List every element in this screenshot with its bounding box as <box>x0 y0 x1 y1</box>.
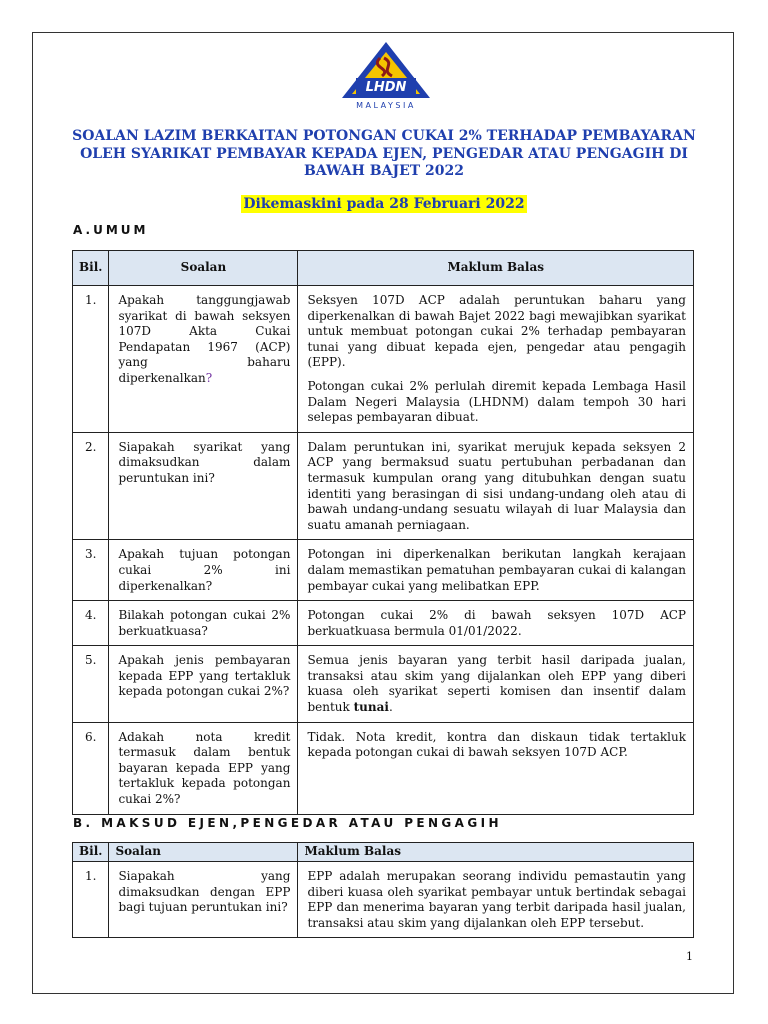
updated-date: Dikemaskini pada 28 Februari 2022 <box>243 196 525 212</box>
lhdn-logo <box>340 40 432 110</box>
row-answer: Tidak. Nota kredit, kontra dan diskaun tidak tertakluk kepada potongan cukai di bawah seksyen 107D ACP. <box>298 722 694 814</box>
document-title: SOALAN LAZIM BERKAITAN POTONGAN CUKAI 2% TERHADAP PEMBAYARAN OLEH SYARIKAT PEMBAYAR KEPADA EJEN, PENGEDAR ATAU PENGAGIH DI BAWAH BAJET 2022 <box>72 128 696 179</box>
row-num: 3. <box>73 540 109 601</box>
table-header-row <box>73 843 694 862</box>
row-answer: Semua jenis bayaran yang terbit hasil daripada jualan, transaksi atau skim yang dijalankan oleh EPP yang diberi kuasa oleh syarikat seperti komisen dan insentif dalam bentuk tunai. <box>298 646 694 722</box>
header-num: Bil. <box>73 843 109 862</box>
faq-table-definition <box>72 842 694 938</box>
row-num: 6. <box>73 722 109 814</box>
logo-text: LHDN <box>365 80 407 95</box>
row-num: 4. <box>73 601 109 646</box>
row-num: 1. <box>73 286 109 433</box>
row-num: 2. <box>73 432 109 540</box>
table-row <box>73 646 694 722</box>
header-answer: Maklum Balas <box>298 251 694 286</box>
row-question: Siapakah syarikat yang dimaksudkan dalam peruntukan ini? <box>109 432 298 540</box>
row-num: 5. <box>73 646 109 722</box>
table-header-row <box>73 251 694 286</box>
page-number: 1 <box>686 950 693 963</box>
row-answer: EPP adalah merupakan seorang individu pemastautin yang diberi kuasa oleh syarikat pembayar untuk bertindak sebagai EPP dan menerima bayaran yang terbit daripada hasil jualan, transaksi atau skim yang dijalankan oleh EPP tersebut. <box>298 862 694 938</box>
row-answer: Seksyen 107D ACP adalah peruntukan baharu yang diperkenalkan di bawah Bajet 2022 bagi mewajibkan syarikat untuk membuat potongan cukai 2% terhadap pembayaran tunai yang dibuat kepada ejen, pengedar atau pengagih (EPP). Potongan cukai 2% perlulah diremit kepada Lembaga Hasil Dalam Negeri Malaysia (LHDNM) dalam tempoh 30 hari selepas pembayaran dibuat. <box>298 286 694 433</box>
row-question: Apakah tujuan potongan cukai 2% ini diperkenalkan? <box>109 540 298 601</box>
section-b-heading: B. MAKSUD EJEN,PENGEDAR ATAU PENGAGIH <box>73 816 502 830</box>
logo-subtext: MALAYSIA <box>356 101 416 110</box>
header-answer: Maklum Balas <box>298 843 694 862</box>
row-question: Adakah nota kredit termasuk dalam bentuk bayaran kepada EPP yang tertakluk kepada potongan cukai 2%? <box>109 722 298 814</box>
row-answer: Potongan cukai 2% di bawah seksyen 107D ACP berkuatkuasa bermula 01/01/2022. <box>298 601 694 646</box>
row-answer: Dalam peruntukan ini, syarikat merujuk kepada seksyen 2 ACP yang bermaksud suatu pertubuhan perbadanan dan termasuk kumpulan orang yang ditubuhkan dengan suatu identiti yang berasingan di sisi undang-undang oleh atau di bawah undang-undang sesuatu wilayah di luar Malaysia dan suatu amanah perniagaan. <box>298 432 694 540</box>
row-question: Siapakah yang dimaksudkan dengan EPP bagi tujuan peruntukan ini? <box>109 862 298 938</box>
table-row <box>73 601 694 646</box>
table-row <box>73 540 694 601</box>
row-answer: Potongan ini diperkenalkan berikutan langkah kerajaan dalam memastikan pematuhan pembayaran cukai di kalangan pembayar cukai yang melibatkan EPP. <box>298 540 694 601</box>
row-question: Apakah tanggungjawab syarikat di bawah seksyen 107D Akta Cukai Pendapatan 1967 (ACP) yang baharu diperkenalkan? <box>109 286 298 433</box>
table-row <box>73 432 694 540</box>
row-num: 1. <box>73 862 109 938</box>
header-question: Soalan <box>109 843 298 862</box>
section-a-heading: A.UMUM <box>73 223 149 237</box>
row-question: Bilakah potongan cukai 2% berkuatkuasa? <box>109 601 298 646</box>
table-row <box>73 286 694 433</box>
header-num: Bil. <box>73 251 109 286</box>
table-row <box>73 722 694 814</box>
header-question: Soalan <box>109 251 298 286</box>
table-row <box>73 862 694 938</box>
row-question: Apakah jenis pembayaran kepada EPP yang tertakluk kepada potongan cukai 2%? <box>109 646 298 722</box>
faq-table-general <box>72 250 694 815</box>
